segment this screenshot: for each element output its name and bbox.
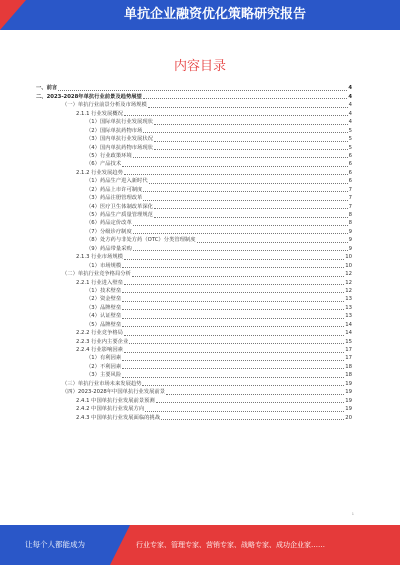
toc-entry-page: 19 xyxy=(345,397,352,404)
toc-dot-leader xyxy=(143,191,347,192)
toc-entry[interactable] xyxy=(36,287,352,295)
toc-entry[interactable] xyxy=(36,84,352,92)
toc-entry-page: 19 xyxy=(345,380,352,387)
toc-entry-page: 19 xyxy=(345,389,352,396)
toc-entry-page: 9 xyxy=(348,237,352,244)
toc-entry[interactable] xyxy=(36,101,352,109)
toc-dot-leader xyxy=(143,200,347,201)
table-of-contents xyxy=(36,84,352,422)
toc-entry[interactable] xyxy=(36,211,352,219)
toc-entry-page: 18 xyxy=(345,372,352,379)
toc-entry-label: （1）市场规模 xyxy=(86,262,122,269)
toc-entry-page: 12 xyxy=(345,271,352,278)
footer-separator xyxy=(110,525,130,565)
toc-entry-label: 2.2.2 行业竞争格局 xyxy=(76,330,123,337)
toc-entry-page: 13 xyxy=(345,296,352,303)
toc-entry-label: （一）单抗行业前景分析及市场规模 xyxy=(62,102,147,109)
toc-entry-page: 14 xyxy=(345,330,352,337)
toc-entry-page: 9 xyxy=(348,228,352,235)
toc-entry-label: （2）不利因素 xyxy=(86,363,122,370)
toc-entry-page: 6 xyxy=(348,169,352,176)
toc-dot-leader xyxy=(197,242,348,243)
toc-entry-label: （7）分级诊疗制度 xyxy=(86,228,132,235)
toc-entry[interactable] xyxy=(36,413,352,421)
toc-entry-label: （三）单抗行业市场未来发展趋势 xyxy=(62,380,142,387)
toc-entry-label: 2.4.3 中国单抗行业发展面临的挑战 xyxy=(76,414,161,421)
toc-entry-label: （1）国际单抗行业发展现状 xyxy=(86,119,153,126)
report-header xyxy=(0,0,400,30)
toc-entry-page: 8 xyxy=(348,220,352,227)
toc-dot-leader xyxy=(142,385,344,386)
toc-entry[interactable] xyxy=(36,185,352,193)
toc-entry[interactable] xyxy=(36,152,352,160)
toc-dot-leader xyxy=(143,132,347,133)
toc-dot-leader xyxy=(124,174,348,175)
toc-entry-page: 6 xyxy=(348,152,352,159)
toc-entry[interactable] xyxy=(36,278,352,286)
toc-dot-leader xyxy=(133,225,348,226)
toc-entry-label: 2.2.3 行业内主要企业 xyxy=(76,338,129,345)
toc-dot-leader xyxy=(122,377,344,378)
toc-dot-leader xyxy=(154,149,348,150)
toc-entry-page: 10 xyxy=(345,262,352,269)
toc-dot-leader xyxy=(122,360,344,361)
toc-dot-leader xyxy=(122,368,344,369)
toc-entry[interactable] xyxy=(36,227,352,235)
toc-entry[interactable] xyxy=(36,236,352,244)
toc-entry-page: 6 xyxy=(348,161,352,168)
toc-entry-label: （1）技术壁垒 xyxy=(86,287,122,294)
toc-entry[interactable] xyxy=(36,396,352,404)
toc-entry-label: （四）2023-2028年中国单抗行业发展前景 xyxy=(62,389,166,396)
toc-entry-page: 19 xyxy=(345,406,352,413)
toc-entry-page: 18 xyxy=(345,363,352,370)
toc-entry-label: （5）药品生产质量管理规范 xyxy=(86,212,153,218)
toc-dot-leader xyxy=(122,318,344,319)
toc-entry-page: 6 xyxy=(348,178,352,185)
toc-entry[interactable] xyxy=(36,303,352,311)
toc-dot-leader xyxy=(122,292,344,293)
toc-dot-leader xyxy=(161,419,344,420)
toc-dot-leader xyxy=(156,402,345,403)
toc-entry-label: （4）国内单抗药物市场现状 xyxy=(86,144,153,151)
toc-entry-label: （5）品牌壁垒 xyxy=(86,321,122,328)
toc-entry[interactable] xyxy=(36,160,352,168)
toc-entry[interactable] xyxy=(36,109,352,117)
toc-entry-label: （2）国际单抗药物市场 xyxy=(86,127,143,134)
toc-entry-label: 2.1.1 行业发展概况 xyxy=(76,110,123,117)
toc-entry[interactable] xyxy=(36,143,352,151)
toc-dot-leader xyxy=(122,326,344,327)
toc-entry-label: （二）单抗行业竞争格局分析 xyxy=(62,271,131,278)
toc-entry-label: （6）产品技术 xyxy=(86,161,122,168)
toc-entry-label: （9）药品带量采购 xyxy=(86,245,132,252)
toc-entry[interactable] xyxy=(36,261,352,269)
toc-entry[interactable] xyxy=(36,337,352,345)
toc-dot-leader xyxy=(124,284,344,285)
toc-dot-leader xyxy=(166,394,344,395)
toc-entry-page: 13 xyxy=(345,313,352,320)
toc-entry[interactable] xyxy=(36,92,352,100)
toc-heading: 内容目录 xyxy=(173,59,226,74)
toc-dot-leader xyxy=(122,301,344,302)
toc-entry-page: 14 xyxy=(345,321,352,328)
toc-entry-label: 2.2.1 行业进入壁垒 xyxy=(76,279,123,286)
toc-entry-page: 4 xyxy=(348,119,352,126)
toc-dot-leader xyxy=(124,335,344,336)
toc-entry-label: （6）药品定价改革 xyxy=(86,220,132,227)
page-number: 1 xyxy=(351,511,354,516)
toc-dot-leader xyxy=(143,98,347,99)
toc-entry[interactable] xyxy=(36,244,352,252)
toc-entry-page: 5 xyxy=(348,144,352,151)
toc-entry[interactable] xyxy=(36,354,352,362)
toc-entry-page: 9 xyxy=(348,245,352,252)
toc-dot-leader xyxy=(124,259,344,260)
toc-entry-label: （3）国内单抗行业发展状况 xyxy=(86,136,153,143)
toc-entry-page: 17 xyxy=(345,347,352,353)
toc-entry-page: 4 xyxy=(348,110,352,117)
toc-entry-label: 二、2023-2028年单抗行业前景及趋势展望 xyxy=(36,93,142,100)
toc-entry[interactable] xyxy=(36,320,352,328)
toc-entry-page: 5 xyxy=(348,127,352,134)
toc-entry-label: 2.4.2 中国单抗行业发展方向 xyxy=(76,406,145,413)
toc-entry-page: 4 xyxy=(348,93,352,100)
footer-slogan-right: 行业专家、管理专家、营销专家、战略专家、成功企业家…… xyxy=(130,525,400,565)
toc-entry-label: （1）有利因素 xyxy=(86,355,122,362)
toc-entry-label: 2.1.3 行业市场规模 xyxy=(76,254,123,261)
toc-entry-label: （1）药品生产进入新时代 xyxy=(86,178,148,185)
toc-entry-label: （2）药品上市许可制度 xyxy=(86,186,143,193)
toc-dot-leader xyxy=(133,250,348,251)
toc-entry-label: （4）医疗卫生体制改革深化 xyxy=(86,203,153,210)
toc-dot-leader xyxy=(154,208,348,209)
toc-entry-page: 17 xyxy=(345,355,352,362)
toc-entry-page: 12 xyxy=(345,287,352,294)
toc-dot-leader xyxy=(122,267,344,268)
toc-entry-label: （2）资金壁垒 xyxy=(86,296,122,303)
toc-dot-leader xyxy=(129,343,344,344)
toc-dot-leader xyxy=(132,276,344,277)
toc-entry-page: 7 xyxy=(348,195,352,202)
footer-banner xyxy=(0,525,400,565)
toc-entry[interactable] xyxy=(36,379,352,387)
toc-entry[interactable] xyxy=(36,253,352,261)
toc-entry-label: 一、前言 xyxy=(36,85,58,92)
toc-entry[interactable] xyxy=(36,405,352,413)
toc-entry-page: 13 xyxy=(345,304,352,311)
toc-entry-label: （8）处方药与非处方药（OTC）分类管理制度 xyxy=(86,237,196,244)
toc-entry-page: 10 xyxy=(345,254,352,261)
toc-entry-page: 20 xyxy=(345,414,352,421)
toc-entry-label: （3）主要风险 xyxy=(86,372,122,379)
toc-entry-label: （3）药品注册管理改革 xyxy=(86,195,143,202)
toc-dot-leader xyxy=(145,411,344,412)
toc-entry[interactable] xyxy=(36,126,352,134)
toc-entry[interactable] xyxy=(36,194,352,202)
toc-dot-leader xyxy=(154,217,348,218)
toc-entry[interactable] xyxy=(36,168,352,176)
toc-entry-page: 15 xyxy=(345,338,352,345)
toc-dot-leader xyxy=(133,157,348,158)
toc-entry[interactable] xyxy=(36,312,352,320)
footer-slogan-left: 让每个人都能成为 xyxy=(25,540,85,549)
toc-entry[interactable] xyxy=(36,270,352,278)
toc-entry[interactable] xyxy=(36,388,352,396)
toc-entry-page: 7 xyxy=(348,186,352,193)
toc-entry[interactable] xyxy=(36,135,352,143)
toc-dot-leader xyxy=(133,233,348,234)
toc-dot-leader xyxy=(154,141,348,142)
toc-entry-page: 4 xyxy=(348,102,352,109)
toc-entry-page: 5 xyxy=(348,136,352,143)
toc-entry-label: 2.1.2 行业发展趋势 xyxy=(76,169,123,176)
toc-entry-page: 12 xyxy=(345,279,352,286)
toc-dot-leader xyxy=(122,166,347,167)
toc-dot-leader xyxy=(58,90,347,91)
toc-entry-page: 7 xyxy=(348,203,352,210)
toc-entry-label: 2.4.1 中国单抗行业发展前景预测 xyxy=(76,397,155,404)
toc-entry[interactable] xyxy=(36,329,352,337)
toc-entry[interactable] xyxy=(36,118,352,126)
toc-entry-label: （5）行业政策环境 xyxy=(86,152,132,159)
toc-entry[interactable] xyxy=(36,371,352,379)
toc-entry[interactable] xyxy=(36,219,352,227)
toc-entry-page: 8 xyxy=(348,212,352,218)
toc-entry[interactable] xyxy=(36,295,352,303)
toc-entry[interactable] xyxy=(36,177,352,185)
toc-dot-leader xyxy=(122,309,344,310)
toc-dot-leader xyxy=(148,107,348,108)
toc-entry-page: 4 xyxy=(348,85,352,92)
toc-entry[interactable] xyxy=(36,362,352,370)
toc-dot-leader xyxy=(124,115,348,116)
toc-dot-leader xyxy=(149,183,348,184)
toc-dot-leader xyxy=(154,124,348,125)
report-title: 单抗企业融资优化策略研究报告 xyxy=(123,7,306,22)
toc-entry-label: （3）品牌壁垒 xyxy=(86,304,122,311)
toc-entry-label: （4）认证壁垒 xyxy=(86,313,122,320)
toc-dot-leader xyxy=(124,352,344,353)
toc-entry-label: 2.2.4 行业影响因素 xyxy=(76,347,123,353)
toc-entry[interactable] xyxy=(36,346,352,354)
toc-entry[interactable] xyxy=(36,202,352,210)
